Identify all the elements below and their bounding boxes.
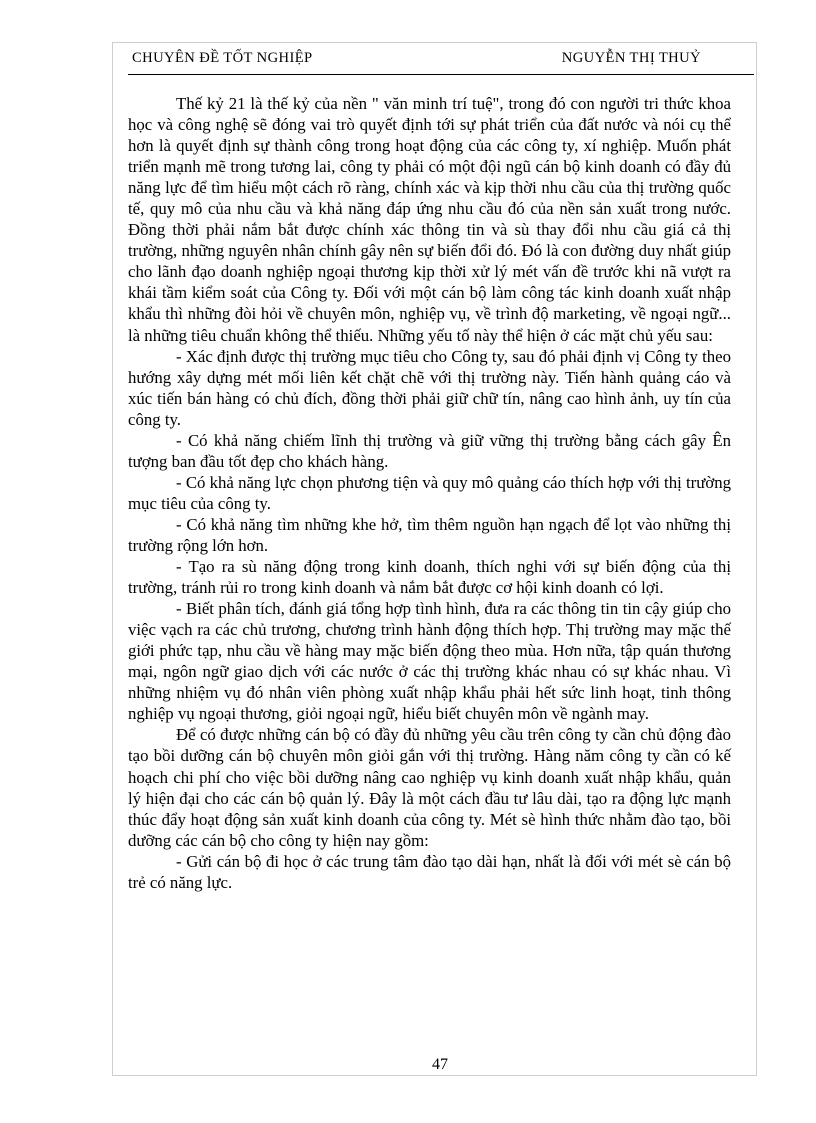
header-rule: [128, 74, 754, 75]
header-author: NGUYỄN THỊ THUỶ: [561, 50, 701, 66]
bullet-paragraph: - Xác định được thị trường mục tiêu cho Công ty, sau đó phải định vị Công ty theo hướng xây dựng mét mối liên kết chặt chẽ với thị trường này. Tiến hành quảng cáo và xúc tiến bán hàng có chủ đích, đồng thời phải giữ chữ tín, nâng cao hình ảnh, uy tín của công ty.: [128, 346, 731, 429]
bullet-paragraph: - Có khả năng lực chọn phương tiện và quy mô quảng cáo thích hợp với thị trường mục tiêu của công ty.: [128, 472, 731, 513]
paragraph-training: Để có được những cán bộ có đầy đủ những yêu cầu trên công ty cần chủ động đào tạo bồi dưỡng cán bộ chuyên môn giỏi gắn với thị trường. Hàng năm công ty cần có kế hoạch chi phí cho việc bồi dưỡng nâng cao nghiệp vụ kinh doanh xuất nhập khẩu, quản lý hiện đại cho các cán bộ quản lý. Đây là một cách đầu tư lâu dài, tạo ra động lực mạnh thúc đẩy hoạt động sản xuất kinh doanh của công ty. Mét sè hình thức nhằm đào tạo, bồi dưỡng các cán bộ cho công ty hiện nay gồm:: [128, 725, 731, 850]
bullet-paragraph: - Biết phân tích, đánh giá tổng hợp tình hình, đưa ra các thông tin tin cậy giúp cho việc vạch ra các chủ trương, chương trình hành động thích hợp. Thị trường may mặc thế giới phức tạp, nhu cầu về hàng may mặc biến động theo mùa. Hơn nữa, tập quán thương mại, ngôn ngữ giao dịch với các nước ở các thị trường khác nhau có sự khác nhau. Vì những nhiệm vụ đó nhân viên phòng xuất nhập khẩu phải hết sức linh hoạt, tinh thông nghiệp vụ ngoại thương, giỏi ngoại ngữ, hiểu biết chuyên môn về ngành may.: [128, 599, 731, 724]
header-title: CHUYÊN ĐỀ TỐT NGHIỆP: [132, 50, 313, 66]
bullet-paragraph: - Có khả năng tìm những khe hở, tìm thêm nguồn hạn ngạch để lọt vào những thị trường rộng lớn hơn.: [128, 514, 731, 555]
page-header: [128, 50, 754, 72]
document-body: [128, 93, 731, 893]
bullet-paragraph: - Tạo ra sù năng động trong kinh doanh, thích nghi với sự biến động của thị trường, tránh rủi ro trong kinh doanh và nắm bắt được cơ hội kinh doanh có lợi.: [128, 557, 731, 598]
bullet-paragraph: - Có khả năng chiếm lĩnh thị trường và giữ vững thị trường bằng cách gây Ên tượng ban đầu tốt đẹp cho khách hàng.: [128, 430, 731, 471]
bullet-paragraph: - Gửi cán bộ đi học ở các trung tâm đào tạo dài hạn, nhất là đối với mét sè cán bộ trẻ có năng lực.: [128, 851, 731, 892]
paragraph-intro: Thế kỷ 21 là thế kỷ của nền " văn minh trí tuệ", trong đó con người tri thức khoa học và công nghệ sẽ đóng vai trò quyết định tới sự phát triển của đất nước và nói cụ thể hơn là quyết định sự thành công trong hoạt động của các công ty, xí nghiệp. Muốn phát triển mạnh mẽ trong tương lai, công ty phải có một đội ngũ cán bộ kinh doanh có đầy đủ năng lực để tìm hiểu một cách rõ ràng, chính xác và kịp thời nhu cầu của thị trường quốc tế, quy mô của nhu cầu và khả năng đáp ứng nhu cầu đó của nền sản xuất trong nước. Đồng thời phải nắm bắt được chính xác thông tin và sù thay đổi nhu cầu giá cả thị trường, những nguyên nhân chính gây nên sự biến đổi đó. Đó là con đường duy nhất giúp cho lãnh đạo doanh nghiệp ngoại thương kịp thời xử lý mét vấn đề trước khi nã vượt ra khái tầm kiểm soát của Công ty. Đối với một cán bộ làm công tác kinh doanh xuất nhập khẩu thì những đòi hỏi về chuyên môn, nghiệp vụ, về trình độ marketing, về ngoại ngữ... là những tiêu chuẩn không thể thiếu. Những yếu tố này thể hiện ở các mặt chủ yếu sau:: [128, 94, 731, 345]
page-number: 47: [432, 1056, 448, 1073]
